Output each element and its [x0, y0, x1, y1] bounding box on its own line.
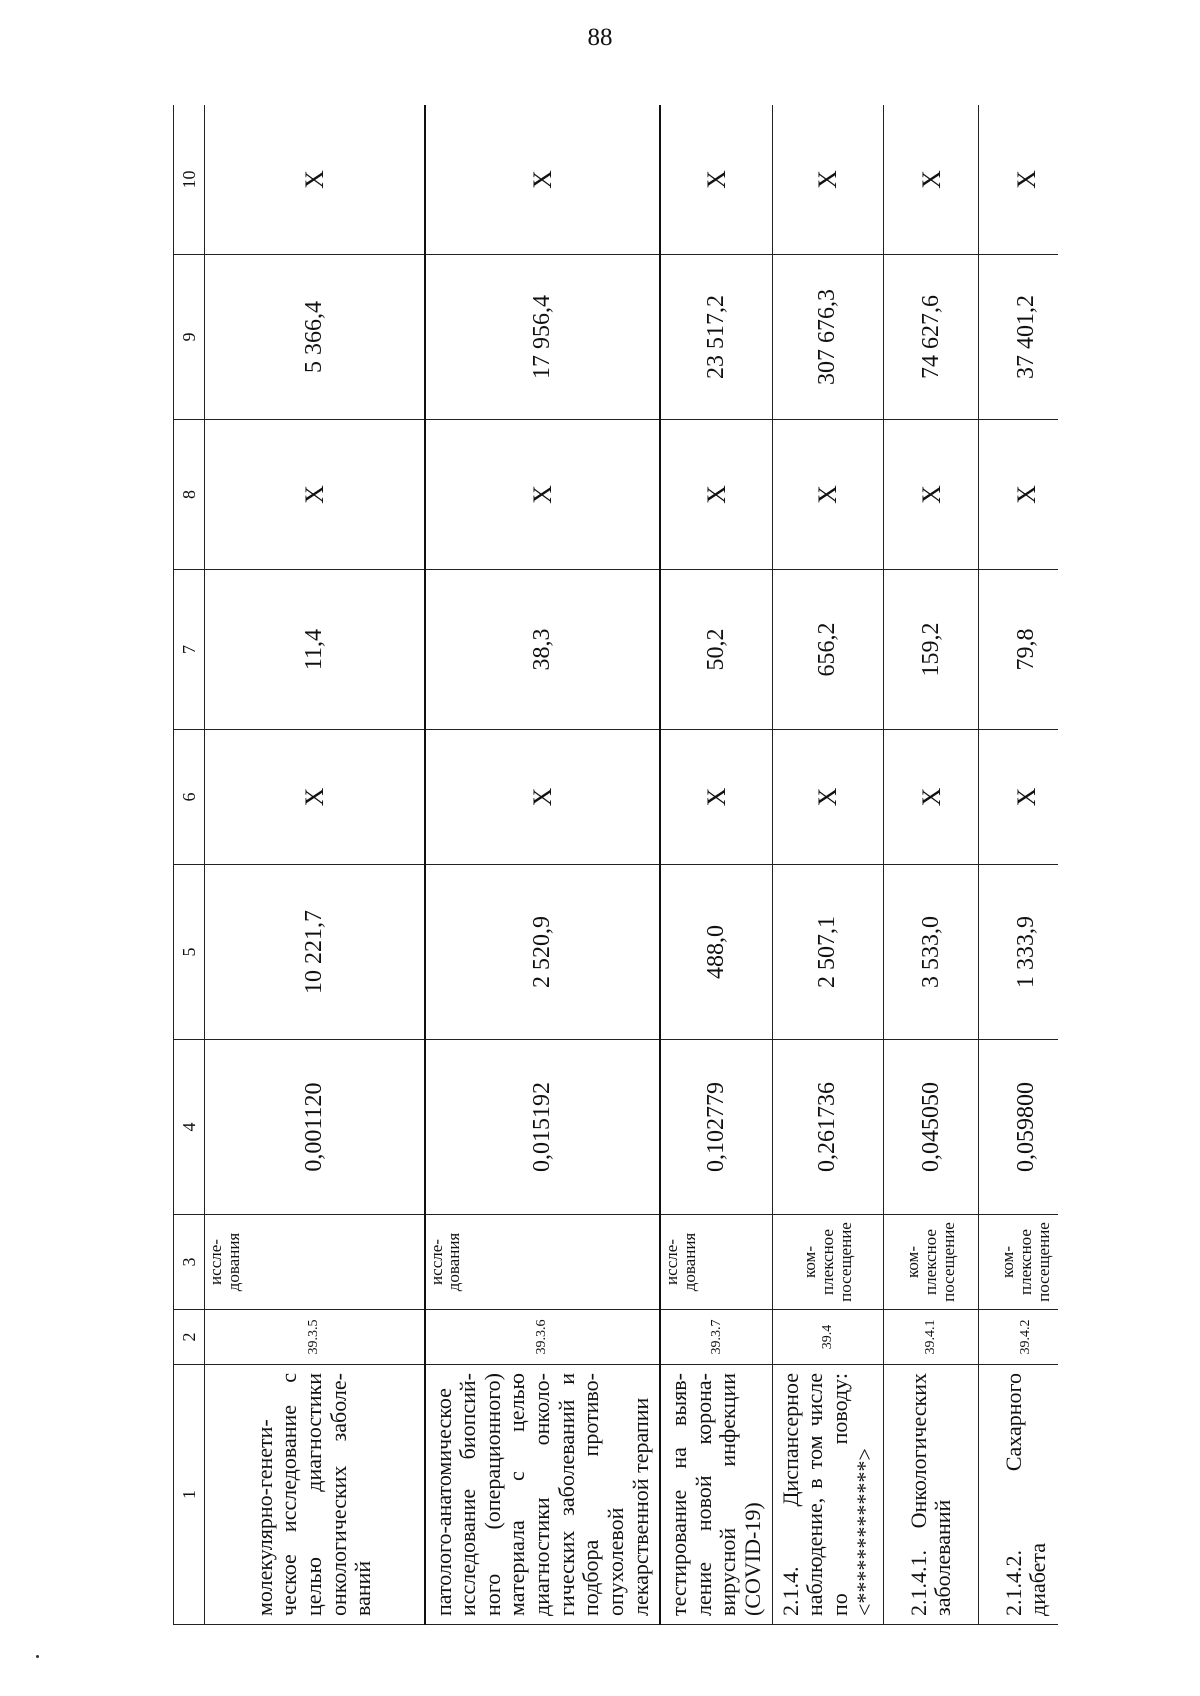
- table-row: [772, 105, 884, 1625]
- column-number: 1: [174, 1365, 205, 1625]
- indicator-name: 2.1.4.2. Сахарного диабета: [979, 1365, 1058, 1625]
- cell-col5: 10 221,7: [205, 865, 425, 1040]
- unit-of-measure: комплексное посещение: [884, 1215, 979, 1310]
- table-row: [660, 105, 772, 1625]
- cell-col6: X: [425, 730, 661, 865]
- cell-col9: 5 366,4: [205, 255, 425, 420]
- cell-col4: 0,261736: [772, 1040, 884, 1215]
- unit-of-measure: исследования: [205, 1215, 425, 1310]
- cell-col6: X: [979, 730, 1058, 865]
- column-number: 4: [174, 1040, 205, 1215]
- column-number: 10: [174, 105, 205, 255]
- cell-col4: 0,102779: [660, 1040, 772, 1215]
- table-row: [205, 105, 425, 1625]
- cell-col5: 1 333,9: [979, 865, 1058, 1040]
- cell-col5: 488,0: [660, 865, 772, 1040]
- cell-col4: 0,015192: [425, 1040, 661, 1215]
- cell-col9: 307 676,3: [772, 255, 884, 420]
- indicator-name: 2.1.4.1. Онкологических заболеваний: [884, 1365, 979, 1625]
- column-number: 7: [174, 570, 205, 730]
- cell-col7: 656,2: [772, 570, 884, 730]
- column-number: 2: [174, 1310, 205, 1365]
- scan-speck: [36, 1655, 39, 1658]
- cell-col4: 0,045050: [884, 1040, 979, 1215]
- cell-col8: X: [884, 420, 979, 570]
- table-row: [979, 105, 1058, 1625]
- row-code: 39.3.7: [660, 1310, 772, 1365]
- cell-col9: 37 401,2: [979, 255, 1058, 420]
- cell-col7: 159,2: [884, 570, 979, 730]
- unit-of-measure: исследования: [425, 1215, 661, 1310]
- cell-col10: X: [660, 105, 772, 255]
- cell-col6: X: [205, 730, 425, 865]
- cell-col6: X: [884, 730, 979, 865]
- cell-col5: 3 533,0: [884, 865, 979, 1040]
- cell-col5: 2 520,9: [425, 865, 661, 1040]
- cell-col10: X: [425, 105, 661, 255]
- cell-col8: X: [660, 420, 772, 570]
- cell-col6: X: [772, 730, 884, 865]
- tariff-table: [173, 105, 1058, 1625]
- cell-col10: X: [205, 105, 425, 255]
- cell-col9: 23 517,2: [660, 255, 772, 420]
- column-number: 5: [174, 865, 205, 1040]
- cell-col8: X: [205, 420, 425, 570]
- indicator-name: патолого-анатомическое исследование биопсийного (операционного) материала с целью диагностики онкологических заболеваний и подбора противоопухолевой лекарственной терапии: [425, 1365, 661, 1625]
- cell-col10: X: [772, 105, 884, 255]
- indicator-name: 2.1.4. Диспансерное наблюдение, в том числе по поводу: <*************>: [772, 1365, 884, 1625]
- cell-col10: X: [884, 105, 979, 255]
- row-code: 39.3.5: [205, 1310, 425, 1365]
- row-code: 39.4.2: [979, 1310, 1058, 1365]
- cell-col8: X: [979, 420, 1058, 570]
- page-number: 88: [587, 24, 613, 51]
- rotated-table-frame: [173, 105, 1058, 1625]
- cell-col8: X: [425, 420, 661, 570]
- column-number: 9: [174, 255, 205, 420]
- column-number: 8: [174, 420, 205, 570]
- cell-col5: 2 507,1: [772, 865, 884, 1040]
- column-number: 3: [174, 1215, 205, 1310]
- table-row: [425, 105, 661, 1625]
- cell-col8: X: [772, 420, 884, 570]
- rotated-table-content: [173, 105, 1058, 1625]
- unit-of-measure: комплексное посещение: [772, 1215, 884, 1310]
- indicator-name: тестирование на выявление новой коронавирусной инфекции (COVID-19): [660, 1365, 772, 1625]
- column-number-row: [174, 105, 205, 1625]
- unit-of-measure: исследования: [660, 1215, 772, 1310]
- cell-col7: 79,8: [979, 570, 1058, 730]
- cell-col7: 38,3: [425, 570, 661, 730]
- cell-col7: 11,4: [205, 570, 425, 730]
- cell-col9: 17 956,4: [425, 255, 661, 420]
- unit-of-measure: комплексное посещение: [979, 1215, 1058, 1310]
- row-code: 39.3.6: [425, 1310, 661, 1365]
- cell-col10: X: [979, 105, 1058, 255]
- cell-col4: 0,001120: [205, 1040, 425, 1215]
- table-row: [884, 105, 979, 1625]
- cell-col9: 74 627,6: [884, 255, 979, 420]
- column-number: 6: [174, 730, 205, 865]
- row-code: 39.4.1: [884, 1310, 979, 1365]
- cell-col4: 0,059800: [979, 1040, 1058, 1215]
- row-code: 39.4: [772, 1310, 884, 1365]
- cell-col7: 50,2: [660, 570, 772, 730]
- cell-col6: X: [660, 730, 772, 865]
- indicator-name: молекулярно-генетическое исследование с целью диагностики онкологических заболеваний: [205, 1365, 425, 1625]
